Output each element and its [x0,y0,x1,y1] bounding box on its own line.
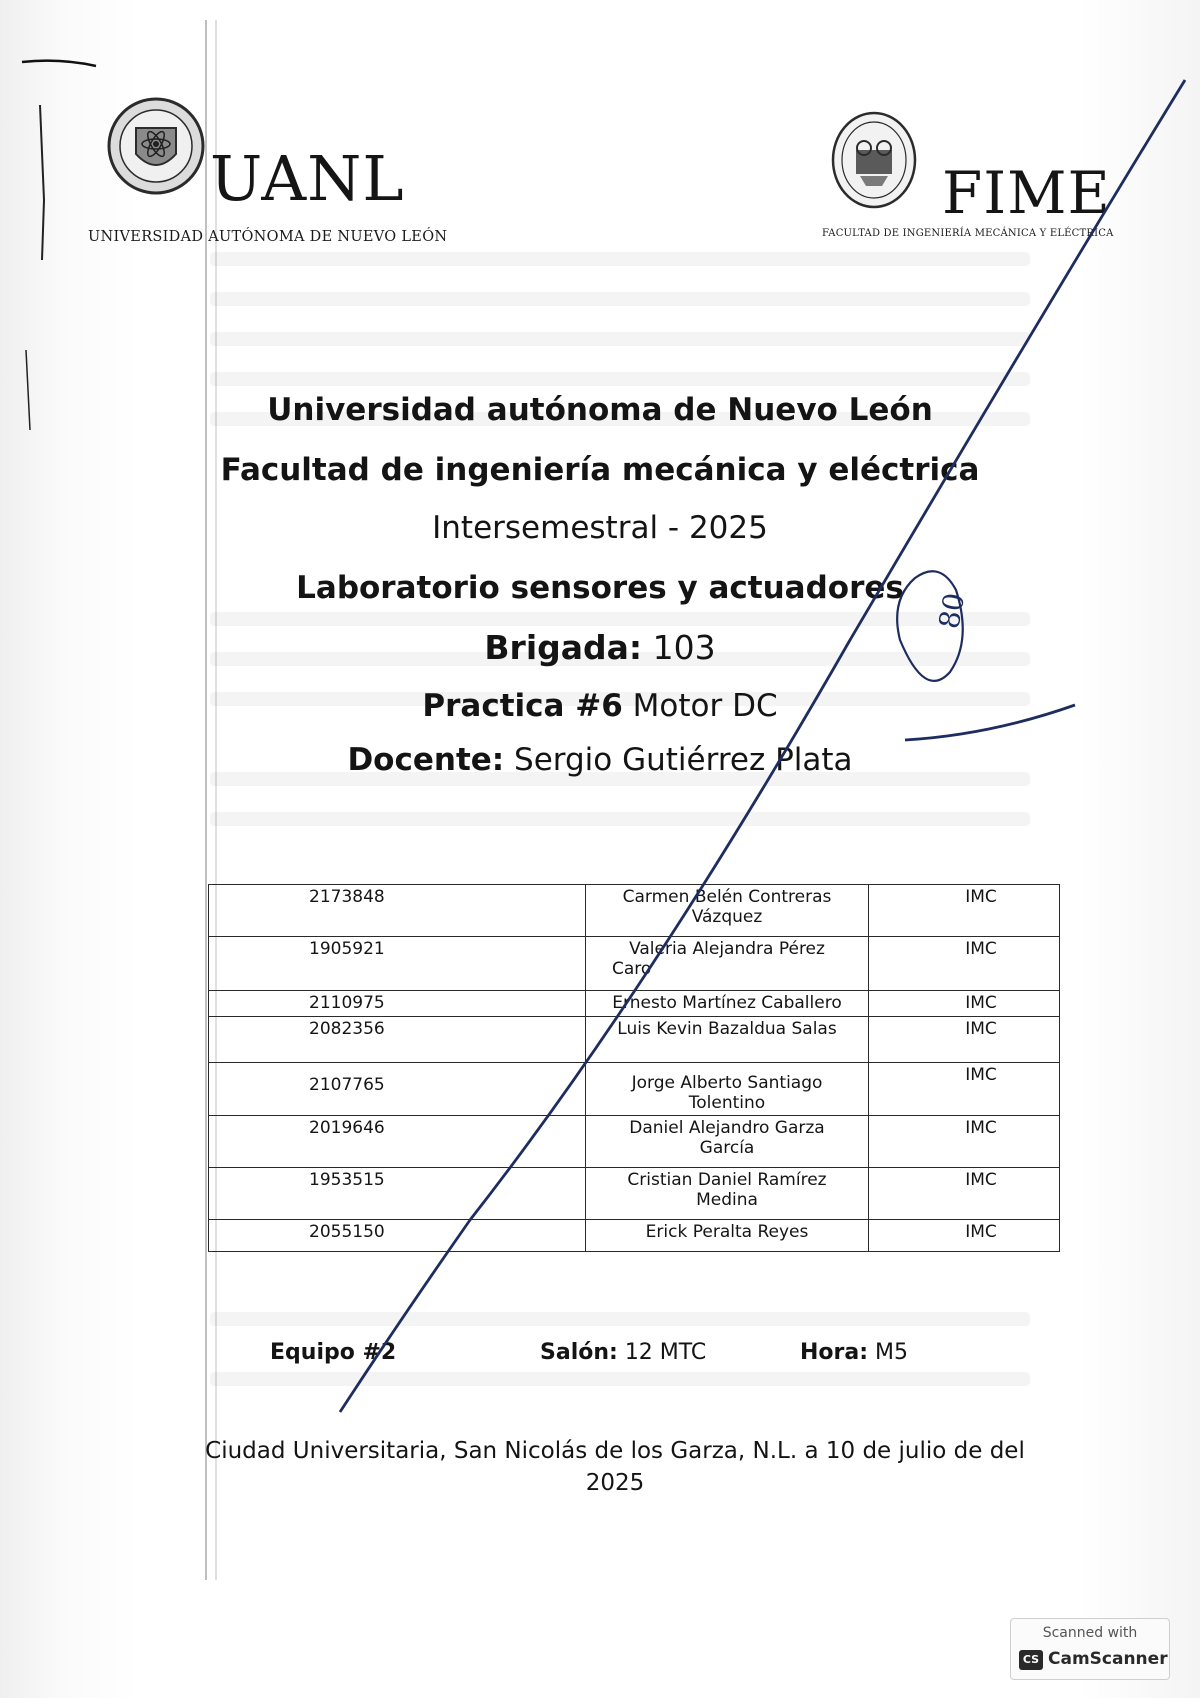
binder-margin-line [205,20,207,1580]
table-row [209,1116,1060,1168]
camscanner-watermark [1010,1618,1170,1680]
student-name-line: Cristian Daniel Ramírez [627,1170,827,1190]
student-program: IMC [869,991,1060,1017]
room-label: Salón: [540,1340,618,1365]
bleed-through-text [210,1372,1030,1386]
practice-label: Practica #6 [422,688,623,724]
camscanner-icon: CS [1019,1650,1043,1670]
place-date-line: 2025 [585,1470,645,1496]
practice-line [0,688,1200,724]
table-row [209,1063,1060,1116]
bleed-through-text [210,252,1030,266]
brigade-value: 103 [652,628,716,667]
period: Intersemestral - 2025 [432,510,768,546]
student-id: 2173848 [209,885,586,937]
student-id: 2110975 [209,991,586,1017]
student-name-line: Medina [696,1190,758,1210]
teacher-value: Sergio Gutiérrez Plata [514,742,853,778]
team-label: Equipo #2 [270,1340,397,1365]
student-name [586,1168,869,1220]
student-id: 1953515 [209,1168,586,1220]
student-program: IMC [869,1063,1060,1116]
table-row [209,885,1060,937]
practice-value: Motor DC [632,688,778,724]
brigade-line [0,628,1200,667]
student-id: 2055150 [209,1220,586,1252]
student-name-line: Daniel Alejandro Garza [629,1118,825,1138]
student-program: IMC [869,885,1060,937]
fime-logo-text: FIME [942,159,1111,227]
left-margin-pen-mark [22,61,96,66]
student-program: IMC [869,1168,1060,1220]
student-name [586,885,869,937]
university-name: Universidad autónoma de Nuevo León [267,392,933,428]
bleed-through-text [210,1312,1030,1326]
student-id: 2107765 [209,1063,586,1116]
bleed-through-text [210,372,1030,386]
student-name-line: Carmen Belén Contreras [622,887,832,907]
student-name-line: Tolentino [688,1093,766,1113]
student-name [586,991,869,1017]
time-label: Hora: [800,1340,869,1365]
student-id: 1905921 [209,937,586,991]
bleed-through-text [210,292,1030,306]
fime-logo-subtitle: FACULTAD DE INGENIERÍA MECÁNICA Y ELÉCTRICA [822,228,1114,239]
student-program: IMC [869,1116,1060,1168]
scanner-name: CamScanner [1048,1649,1168,1669]
bleed-through-text [210,612,1030,626]
place-and-date [200,1435,1030,1499]
student-program: IMC [869,1220,1060,1252]
handwritten-grade: 80 [932,590,972,632]
uanl-logo-text: UANL [210,142,405,215]
team-roster-table [208,884,1060,1252]
student-name-line: Ernesto Martínez Caballero [612,993,842,1013]
student-name-line: Luis Kevin Bazaldua Salas [617,1019,837,1039]
student-name [586,1017,869,1063]
student-name [586,1063,869,1116]
student-name [586,937,869,991]
scanner-caption: Scanned with [1042,1625,1138,1641]
binder-margin-line [215,20,217,1580]
student-name-line: García [699,1138,755,1158]
faculty-name: Facultad de ingeniería mecánica y eléctrica [220,452,980,488]
left-margin-pen-mark [40,105,44,260]
place-date-line: Ciudad Universitaria, San Nicolás de los Garza, N.L. a 10 de julio de del [205,1438,1025,1464]
student-id: 2019646 [209,1116,586,1168]
teacher-label: Docente: [347,742,505,778]
teacher-line [0,742,1200,778]
student-name-line: Valeria Alejandra Pérez [629,939,825,959]
brigade-label: Brigada: [484,628,643,667]
table-row [209,1168,1060,1220]
table-row [209,991,1060,1017]
student-name-line: Caro [612,959,652,979]
table-row [209,1220,1060,1252]
uanl-logo-subtitle: UNIVERSIDAD AUTÓNOMA DE NUEVO LEÓN [88,229,448,245]
time-value: M5 [875,1340,909,1365]
room-info [540,1340,706,1365]
student-name-line: Erick Peralta Reyes [645,1222,809,1242]
team-info [270,1340,396,1365]
uanl-seal-logo [106,96,206,196]
fime-seal-logo [830,110,918,210]
course-name: Laboratorio sensores y actuadores [296,570,904,606]
bleed-through-text [210,332,1030,346]
table-row [209,937,1060,991]
student-program: IMC [869,1017,1060,1063]
bleed-through-text [210,812,1030,826]
student-name [586,1220,869,1252]
student-id: 2082356 [209,1017,586,1063]
table-row [209,1017,1060,1063]
student-name [586,1116,869,1168]
time-info [800,1340,908,1365]
student-name-line: Jorge Alberto Santiago [631,1073,823,1093]
student-program: IMC [869,937,1060,991]
student-name-line: Vázquez [691,907,763,927]
room-value: 12 MTC [624,1340,707,1365]
